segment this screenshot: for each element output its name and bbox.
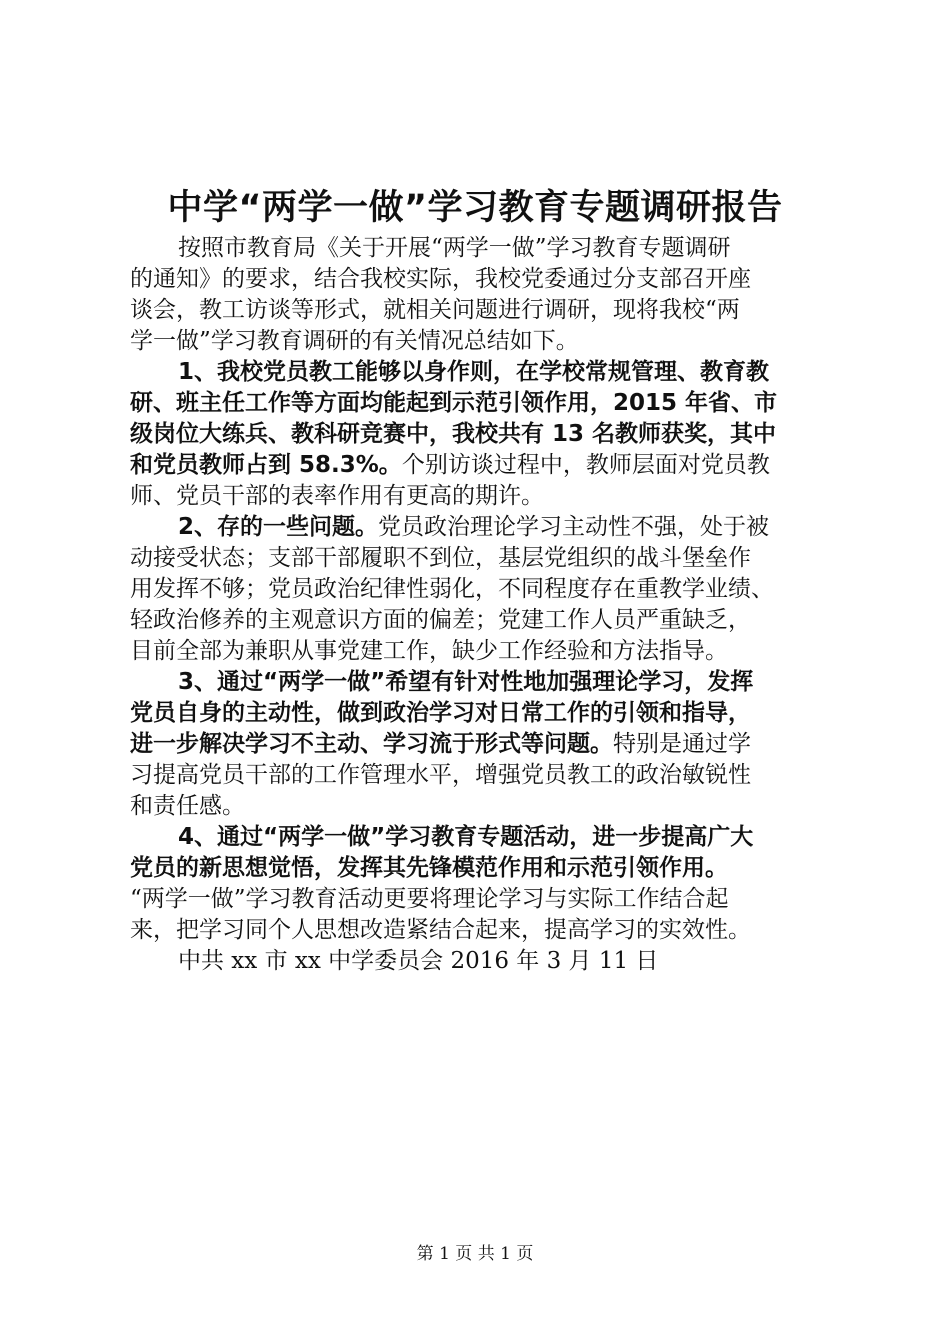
text-line — [130, 233, 830, 264]
text-line — [130, 853, 830, 884]
text-segment: 轻政治修养的主观意识方面的偏差；党建工作人员严重缺乏， — [130, 607, 751, 633]
text-line — [130, 884, 830, 915]
text-line — [130, 481, 830, 512]
text-segment: 中共 xx 市 xx 中学委员会 2016 年 3 月 11 日 — [178, 948, 659, 974]
text-line — [130, 326, 830, 357]
text-segment: 按照市教育局《关于开展“两学一做”学习教育专题调研 — [178, 235, 731, 261]
text-line — [130, 388, 830, 419]
text-segment: 4、通过“两学一做”学习教育专题活动，进一步提高广大 — [178, 824, 754, 850]
text-segment: “两学一做”学习教育活动更要将理论学习与实际工作结合起 — [130, 886, 729, 912]
text-line — [130, 264, 830, 295]
text-line — [130, 791, 830, 822]
text-segment: 用发挥不够；党员政治纪律性弱化，不同程度存在重教学业绩、 — [130, 576, 774, 602]
text-line — [130, 574, 830, 605]
text-segment: 习提高党员干部的工作管理水平，增强党员教工的政治敏锐性 — [130, 762, 751, 788]
text-segment: 党员政治理论学习主动性不强，处于被 — [378, 514, 770, 540]
text-segment: 来，把学习同个人思想改造紧结合起来，提高学习的实效性。 — [130, 917, 751, 943]
text-segment: 谈会，教工访谈等形式，就相关问题进行调研，现将我校“两 — [130, 297, 740, 323]
text-segment: 师、党员干部的表率作用有更高的期许。 — [130, 483, 544, 509]
text-segment: 3、通过“两学一做”希望有针对性地加强理论学习，发挥 — [178, 669, 754, 695]
text-line — [130, 543, 830, 574]
text-segment: 党员的新思想觉悟，发挥其先锋模范作用和示范引领作用。 — [130, 855, 728, 881]
text-segment: 的通知》的要求，结合我校实际，我校党委通过分支部召开座 — [130, 266, 751, 292]
text-segment: 动接受状态；支部干部履职不到位，基层党组织的战斗堡垒作 — [130, 545, 751, 571]
text-segment: 2、存的一些问题。 — [178, 514, 379, 540]
text-line — [130, 667, 830, 698]
document-body — [130, 233, 830, 977]
text-segment: 党员自身的主动性，做到政治学习对日常工作的引领和指导， — [130, 700, 751, 726]
text-segment: 级岗位大练兵、教科研竞赛中，我校共有 13 名教师获奖，其中 — [130, 421, 777, 447]
text-segment: 1、我校党员教工能够以身作则，在学校常规管理、教育教 — [178, 359, 770, 385]
text-line — [130, 605, 830, 636]
page-footer: 第 1 页 共 1 页 — [416, 1244, 534, 1264]
text-segment: 特别是通过学 — [613, 731, 751, 757]
text-line — [130, 729, 830, 760]
text-line — [130, 357, 830, 388]
text-line — [130, 760, 830, 791]
text-segment: 进一步解决学习不主动、学习流于形式等问题。 — [130, 731, 613, 757]
text-segment: 和党员教师占到 58.3%。 — [130, 452, 402, 478]
text-line — [130, 450, 830, 481]
text-line — [130, 419, 830, 450]
text-line — [130, 636, 830, 667]
text-line — [130, 915, 830, 946]
text-segment: 学一做”学习教育调研的有关情况总结如下。 — [130, 328, 579, 354]
text-line — [130, 698, 830, 729]
text-line — [130, 295, 830, 326]
text-segment: 目前全部为兼职从事党建工作，缺少工作经验和方法指导。 — [130, 638, 728, 664]
text-segment: 个别访谈过程中，教师层面对党员教 — [401, 452, 770, 478]
text-segment: 研、班主任工作等方面均能起到示范引领作用，2015 年省、市 — [130, 390, 778, 416]
text-line — [130, 512, 830, 543]
text-line — [130, 946, 830, 977]
text-line — [130, 822, 830, 853]
text-segment: 和责任感。 — [130, 793, 245, 819]
document-title: 中学“两学一做”学习教育专题调研报告 — [167, 188, 783, 228]
